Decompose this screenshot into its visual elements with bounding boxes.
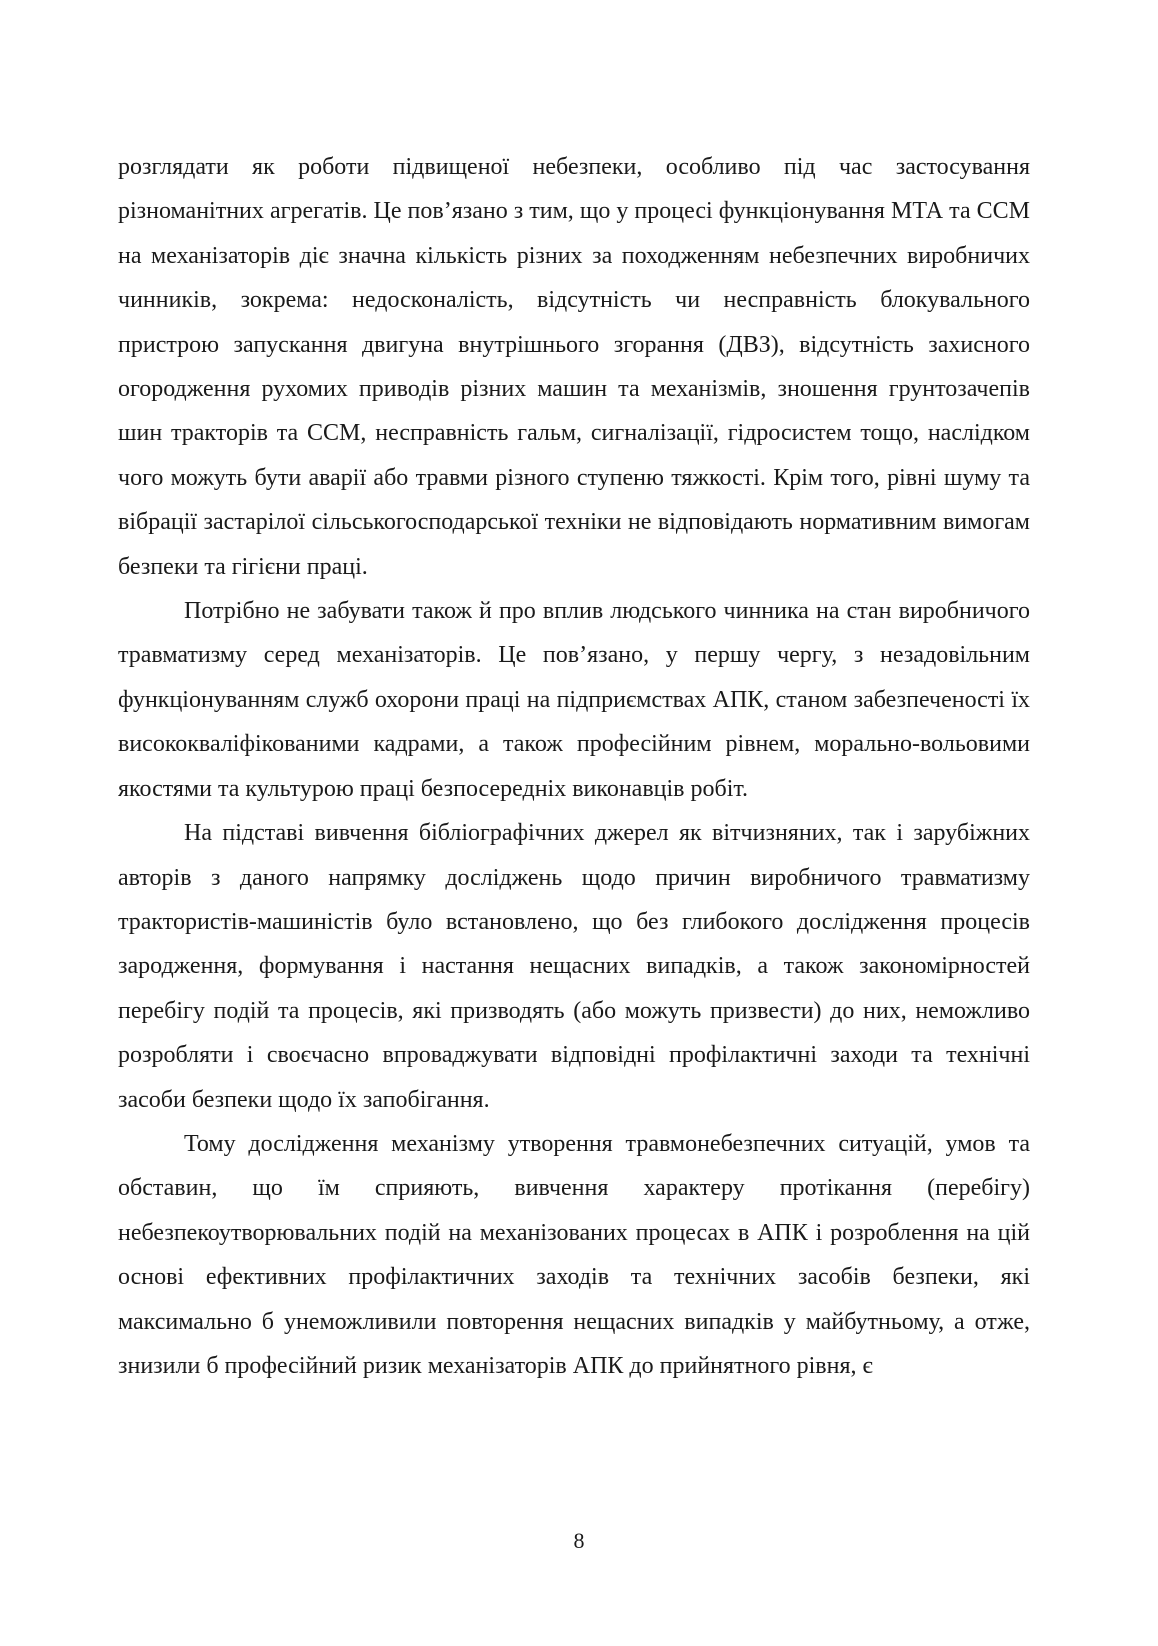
paragraph-bibliographic-sources: На підставі вивчення бібліографічних джерел як вітчизняних, так і зарубіжних авторів з даного напрямку досліджень щодо причин виробничого травматизму трактористів-машиністів було встановлено, що без глибокого дослідження процесів зародження, формування і настання нещасних випадків, а також закономірностей перебігу подій та процесів, які призводять (або можуть призвести) до них, неможливо розробляти і своєчасно впроваджувати відповідні профілактичні заходи та технічні засоби безпеки щодо їх запобігання.: [118, 820, 1030, 1113]
body-text: [118, 145, 1030, 1388]
page-number: 8: [573, 1528, 585, 1553]
paragraph-research-mechanism: Тому дослідження механізму утворення травмонебезпечних ситуацій, умов та обставин, що їм сприяють, вивчення характеру протікання (перебігу) небезпекоутворювальних подій на механізованих процесах в АПК і розроблення на цій основі ефективних профілактичних заходів та технічних засобів безпеки, які максимально б унеможливили повторення нещасних випадків у майбутньому, а отже, знизили б професійний ризик механізаторів АПК до прийнятного рівня, є: [118, 1130, 1030, 1379]
paragraph-human-factor: Потрібно не забувати також й про вплив людського чинника на стан виробничого травматизму серед механізаторів. Це пов’язано, у першу чергу, з незадовільним функціонуванням служб охорони праці на підприємствах АПК, станом забезпеченості їх висококваліфікованими кадрами, а також професійним рівнем, морально-вольовими якостями та культурою праці безпосередніх виконавців робіт.: [118, 598, 1030, 802]
paragraph-continuation: розглядати як роботи підвищеної небезпеки, особливо під час застосування різноманітних агрегатів. Це пов’язано з тим, що у процесі функціонування МТА та ССМ на механізаторів діє значна кількість різних за походженням небезпечних виробничих чинників, зокрема: недосконалість, відсутність чи несправність блокувального пристрою запускання двигуна внутрішнього згорання (ДВЗ), відсутність захисного огородження рухомих приводів різних машин та механізмів, зношення грунтозачепів шин тракторів та ССМ, несправність гальм, сигналізації, гідросистем тощо, наслідком чого можуть бути аварії або травми різного ступеню тяжкості. Крім того, рівні шуму та вібрації застарілої сільськогосподарської техніки не відповідають нормативним вимогам безпеки та гігієни праці.: [118, 154, 1030, 580]
